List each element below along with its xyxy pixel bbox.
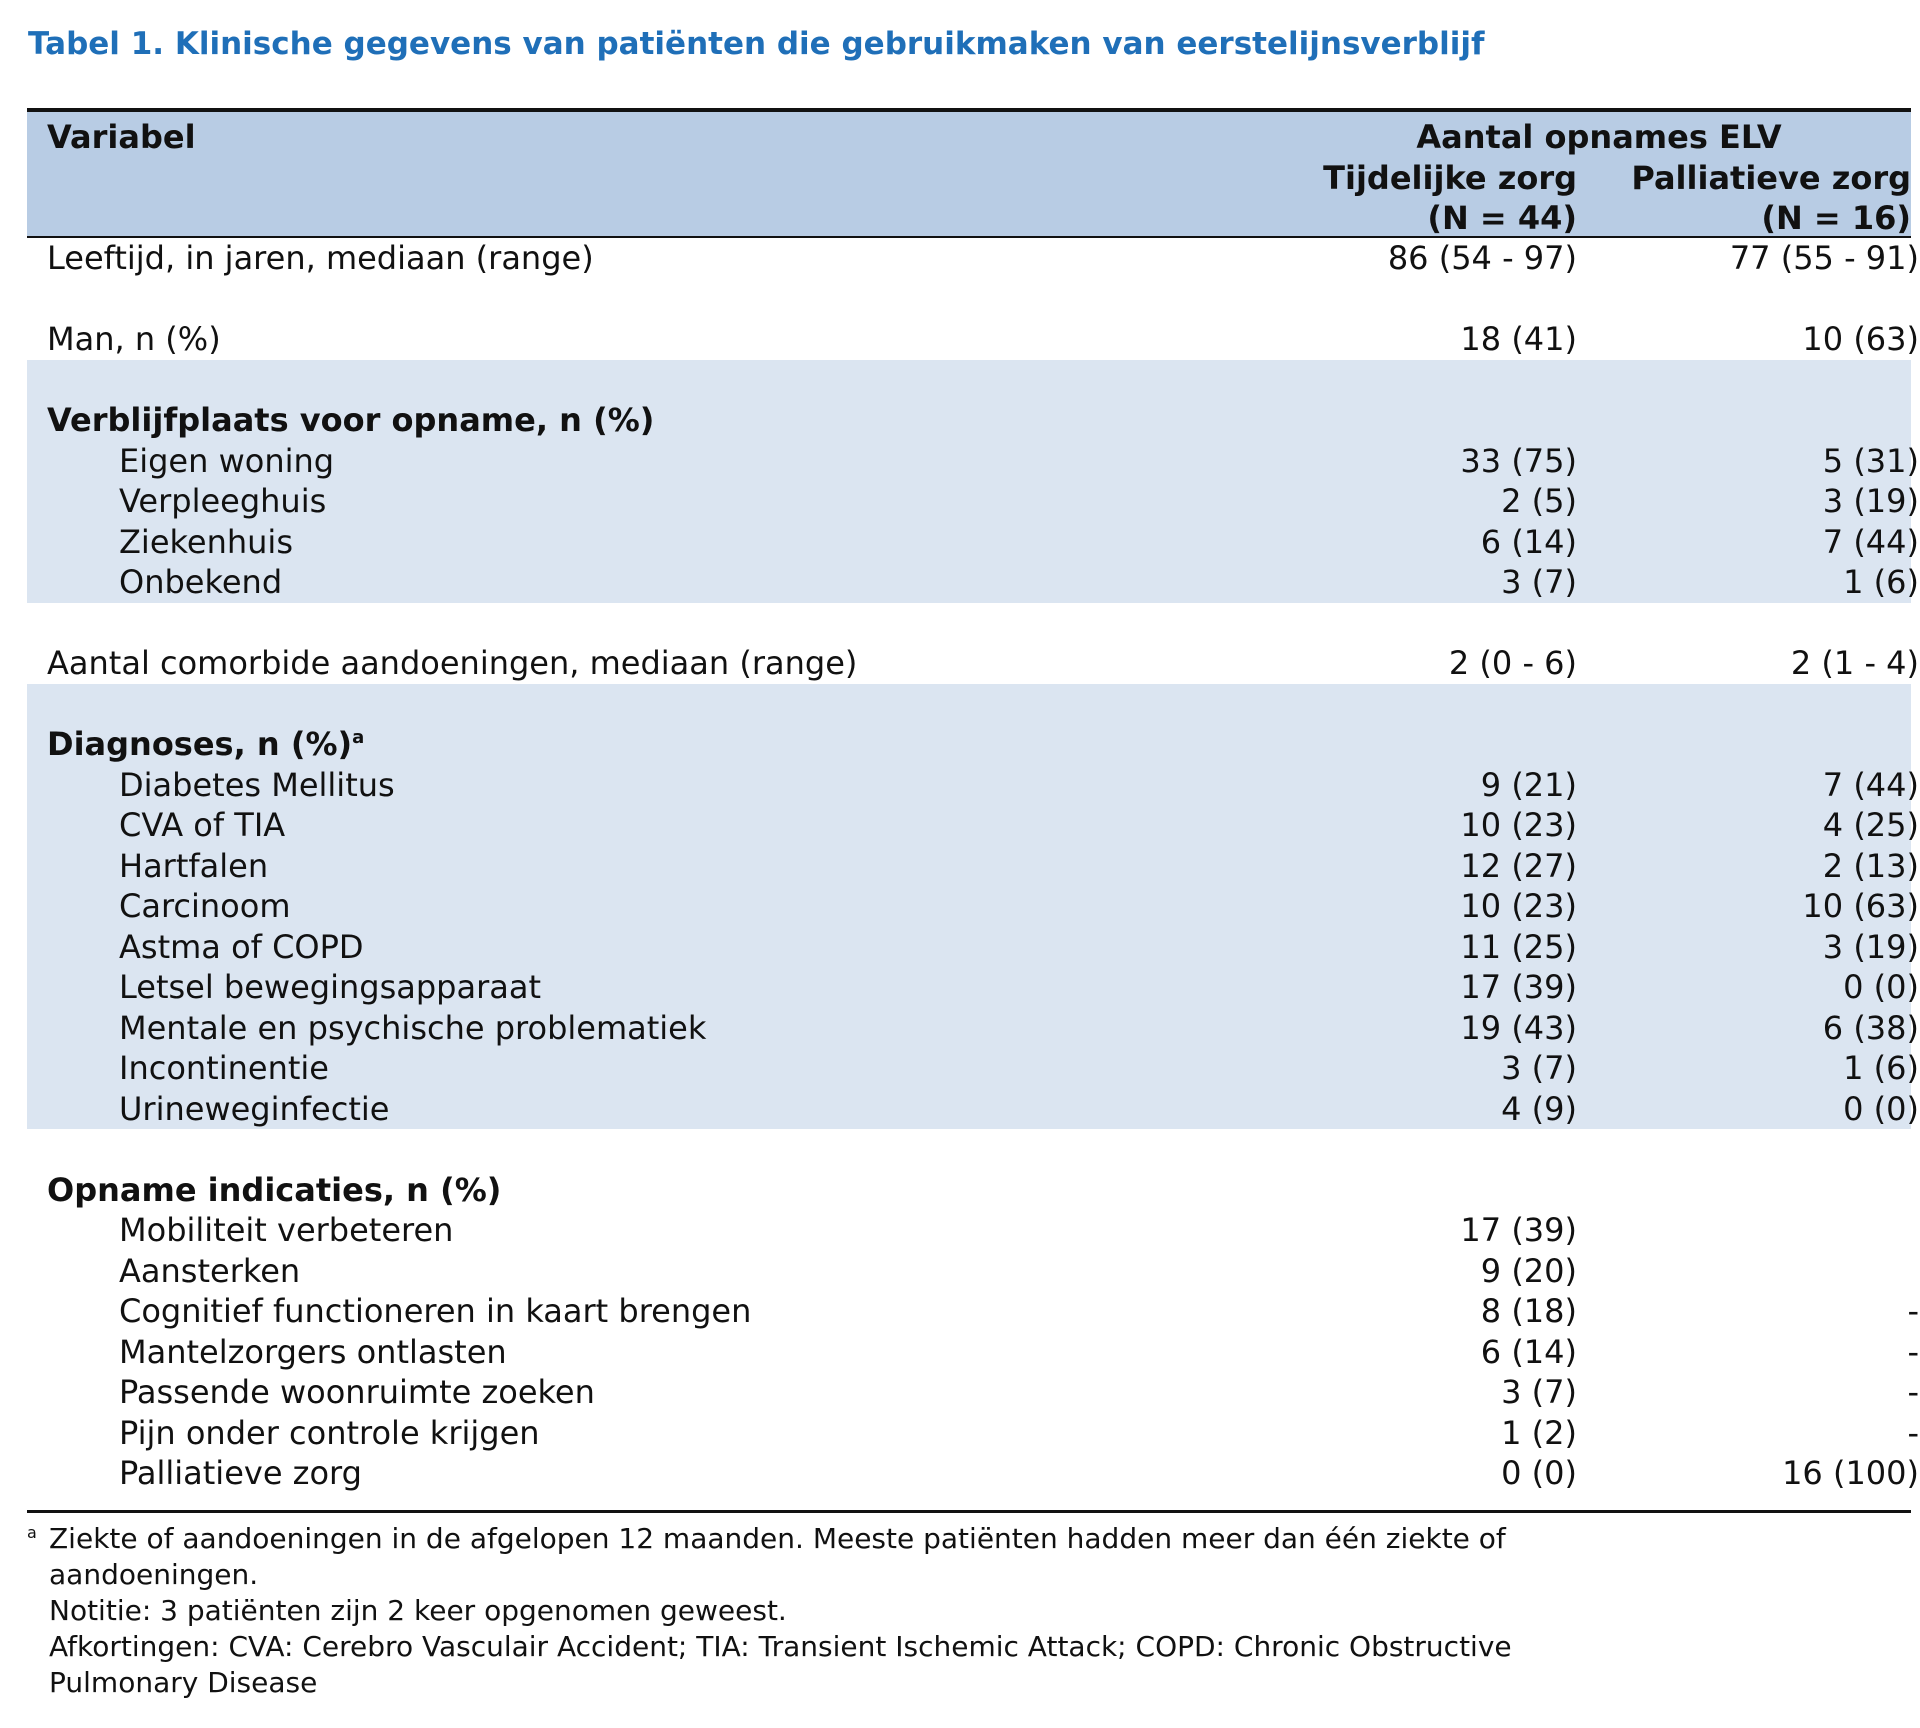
table-footnotes: [27, 1510, 1911, 1701]
row-label: Aantal comorbide aandoeningen, mediaan (range): [47, 644, 858, 682]
table-row: [27, 643, 1919, 684]
row-label: Passende woonruimte zoeken: [119, 1373, 595, 1411]
header-group: Aantal opnames ELV: [1416, 118, 1782, 156]
row-label: Man, n (%): [47, 320, 221, 358]
table-row: [27, 1372, 1919, 1413]
value-temporary-care: 9 (21): [1480, 765, 1577, 804]
value-palliative-care: 6 (38): [1822, 1008, 1919, 1047]
value-temporary-care: 9 (20): [1480, 1251, 1577, 1290]
table-row: [27, 967, 1919, 1008]
header-col-palliative-care: [1577, 158, 1911, 238]
table-row: [27, 805, 1919, 846]
value-temporary-care: 6 (14): [1480, 1332, 1577, 1371]
footnote-abbreviations-line2: Pulmonary Disease: [49, 1666, 318, 1699]
value-palliative-care: 2 (1 - 4): [1790, 644, 1919, 682]
row-label: Carcinoom: [119, 887, 291, 925]
value-palliative-care: -: [1907, 1373, 1919, 1411]
table-row: [27, 238, 1919, 279]
value-temporary-care: 19 (43): [1460, 1008, 1577, 1047]
value-temporary-care: 10 (23): [1460, 806, 1577, 844]
value-palliative-care: 1 (6): [1843, 563, 1919, 601]
section-label-with-footnote: [47, 724, 364, 765]
spacer-row: [27, 684, 1911, 725]
row-label: Pijn onder controle krijgen: [119, 1413, 540, 1452]
section-label: Diagnoses, n (%): [47, 725, 353, 763]
value-temporary-care: 11 (25): [1460, 927, 1577, 966]
row-label: Ziekenhuis: [119, 522, 293, 561]
row-label: Astma of COPD: [119, 927, 364, 966]
row-label: CVA of TIA: [119, 806, 286, 844]
table-row: [27, 846, 1919, 887]
footnote-a-line2: aandoeningen.: [49, 1558, 259, 1591]
row-label: Hartfalen: [119, 846, 269, 885]
value-temporary-care: 3 (7): [1501, 1049, 1577, 1087]
table-row: [27, 765, 1919, 806]
value-palliative-care: 2 (13): [1822, 846, 1919, 885]
value-temporary-care: 3 (7): [1501, 563, 1577, 601]
value-temporary-care: 0 (0): [1501, 1454, 1577, 1492]
value-palliative-care: 1 (6): [1843, 1049, 1919, 1087]
value-temporary-care: 17 (39): [1460, 968, 1577, 1006]
row-label: Mentale en psychische problematiek: [119, 1008, 707, 1047]
value-palliative-care: 3 (19): [1822, 927, 1919, 966]
spacer-row: [27, 1129, 1911, 1170]
value-palliative-care: 4 (25): [1822, 806, 1919, 844]
table-row: [27, 1008, 1919, 1049]
header-col-temporary-care: [1207, 158, 1577, 238]
header-col1-n: (N = 44): [1427, 199, 1577, 237]
header-col1-name: Tijdelijke zorg: [1323, 159, 1577, 197]
spacer-row: [27, 360, 1911, 401]
header-col2-name: Palliatieve zorg: [1631, 159, 1911, 197]
table-row: [27, 1453, 1919, 1494]
table-row: [27, 1413, 1919, 1454]
value-palliative-care: 77 (55 - 91): [1729, 239, 1919, 277]
section-header-row: [27, 724, 1911, 765]
value-temporary-care: 17 (39): [1460, 1211, 1577, 1249]
value-temporary-care: 33 (75): [1460, 441, 1577, 480]
section-header-row: [27, 400, 1911, 441]
row-label: Mantelzorgers ontlasten: [119, 1332, 507, 1371]
value-palliative-care: -: [1907, 1292, 1919, 1330]
row-label: Urineweginfectie: [119, 1089, 390, 1128]
footnote-marker: a: [27, 1523, 37, 1542]
header-variable: Variabel: [47, 118, 196, 156]
value-temporary-care: 4 (9): [1501, 1089, 1577, 1128]
value-temporary-care: 86 (54 - 97): [1387, 239, 1577, 277]
value-temporary-care: 10 (23): [1460, 887, 1577, 925]
value-palliative-care: 16 (100): [1782, 1454, 1919, 1492]
row-label: Aansterken: [119, 1251, 301, 1290]
spacer-row: [27, 603, 1911, 644]
table-row: [27, 1332, 1919, 1373]
value-palliative-care: 10 (63): [1802, 887, 1919, 925]
value-temporary-care: 6 (14): [1480, 522, 1577, 561]
value-palliative-care: 0 (0): [1843, 1089, 1919, 1128]
row-label: Cognitief functioneren in kaart brengen: [119, 1292, 752, 1330]
section-label: Verblijfplaats voor opname, n (%): [47, 401, 655, 439]
table-row: [27, 927, 1919, 968]
footnote-abbreviations-line1: Afkortingen: CVA: Cerebro Vasculair Accident; TIA: Transient Ischemic Attack; COPD: Chronic Obstructive: [49, 1630, 1512, 1663]
spacer-row: [27, 279, 1911, 320]
value-temporary-care: 18 (41): [1460, 320, 1577, 358]
table-row: [27, 1210, 1911, 1251]
table-row: [27, 481, 1919, 522]
clinical-data-table: [27, 108, 1919, 1494]
value-temporary-care: 3 (7): [1501, 1373, 1577, 1411]
footnote-ref: a: [352, 727, 365, 748]
row-label: Mobiliteit verbeteren: [119, 1211, 454, 1249]
row-label: Letsel bewegingsapparaat: [119, 968, 542, 1006]
value-palliative-care: 7 (44): [1822, 765, 1919, 804]
row-label: Diabetes Mellitus: [119, 765, 395, 804]
table-row: [27, 441, 1919, 482]
table-row: [27, 319, 1919, 360]
table-title: Tabel 1. Klinische gegevens van patiënten die gebruikmaken van eerstelijnsverblijf: [28, 26, 1485, 62]
value-palliative-care: -: [1907, 1413, 1919, 1452]
table-row: [27, 886, 1919, 927]
value-palliative-care: 0 (0): [1843, 968, 1919, 1006]
value-palliative-care: 5 (31): [1822, 441, 1919, 480]
value-temporary-care: 2 (5): [1501, 482, 1577, 520]
table-row: [27, 1089, 1919, 1130]
table-row: [27, 1048, 1919, 1089]
row-label: Eigen woning: [119, 441, 335, 480]
footnote-notitie: Notitie: 3 patiënten zijn 2 keer opgenomen geweest.: [49, 1594, 787, 1627]
value-temporary-care: 8 (18): [1480, 1292, 1577, 1330]
table-row: [27, 1251, 1911, 1292]
value-temporary-care: 12 (27): [1460, 846, 1577, 885]
row-label: Onbekend: [119, 563, 283, 601]
section-label: Opname indicaties, n (%): [47, 1170, 502, 1209]
row-label: Incontinentie: [119, 1049, 329, 1087]
footnote-a-line1: Ziekte of aandoeningen in de afgelopen 12 maanden. Meeste patiënten hadden meer dan één ziekte of: [49, 1522, 1506, 1555]
section-header-row: [27, 1170, 1911, 1211]
row-label: Leeftijd, in jaren, mediaan (range): [47, 239, 594, 277]
value-temporary-care: 2 (0 - 6): [1448, 644, 1577, 682]
header-col2-n: (N = 16): [1761, 199, 1911, 237]
value-palliative-care: 3 (19): [1822, 482, 1919, 520]
row-label: Verpleeghuis: [119, 482, 327, 520]
footnote-a: [27, 1521, 1911, 1593]
table-row: [27, 1291, 1919, 1332]
row-label: Palliatieve zorg: [119, 1454, 362, 1492]
table-row: [27, 562, 1919, 603]
table-body: [27, 238, 1919, 1494]
value-temporary-care: 1 (2): [1501, 1413, 1577, 1452]
table-row: [27, 522, 1919, 563]
value-palliative-care: 10 (63): [1802, 320, 1919, 358]
value-palliative-care: 7 (44): [1822, 522, 1919, 561]
table-header: [27, 108, 1911, 238]
value-palliative-care: -: [1907, 1332, 1919, 1371]
